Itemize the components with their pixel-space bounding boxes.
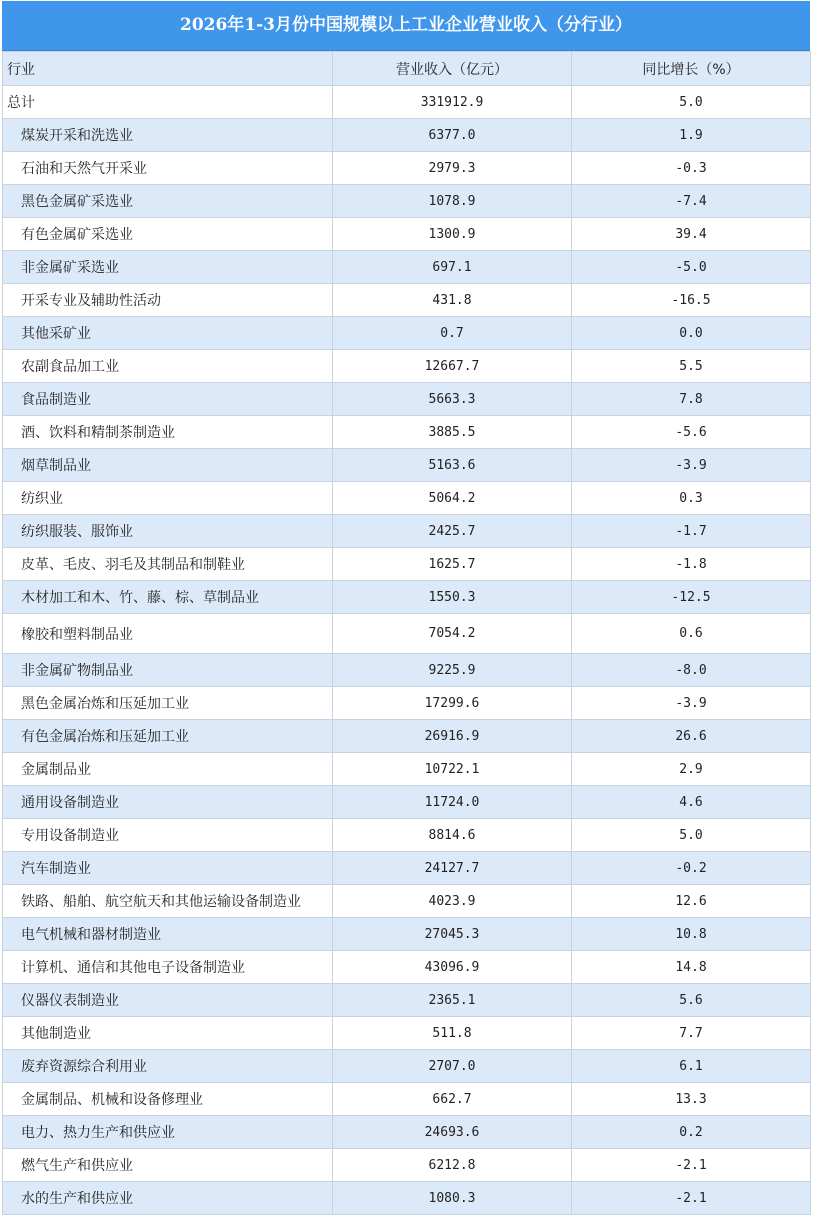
revenue-cell: 5064.2 [333,482,572,515]
table-title: 2026年1-3月份中国规模以上工业企业营业收入（分行业） [2,1,810,51]
table-row [3,284,811,317]
table-row [3,86,811,119]
table-row [3,515,811,548]
growth-cell: 13.3 [572,1083,811,1116]
growth-cell: 0.2 [572,1116,811,1149]
table-row [3,918,811,951]
revenue-cell: 0.7 [333,317,572,350]
growth-cell: 12.6 [572,885,811,918]
revenue-cell: 2365.1 [333,984,572,1017]
table-body [3,86,811,1215]
industry-cell: 其他采矿业 [3,317,333,350]
revenue-cell: 2707.0 [333,1050,572,1083]
growth-cell: 26.6 [572,720,811,753]
table-row [3,1083,811,1116]
table-row [3,218,811,251]
table-row [3,548,811,581]
revenue-cell: 2425.7 [333,515,572,548]
header-industry: 行业 [3,52,333,86]
growth-cell: -2.1 [572,1182,811,1215]
growth-cell: 5.0 [572,819,811,852]
growth-cell: 1.9 [572,119,811,152]
revenue-table [2,51,811,1215]
revenue-cell: 662.7 [333,1083,572,1116]
industry-cell: 有色金属冶炼和压延加工业 [3,720,333,753]
growth-cell: 5.5 [572,350,811,383]
industry-cell: 农副食品加工业 [3,350,333,383]
industry-cell: 皮革、毛皮、羽毛及其制品和制鞋业 [3,548,333,581]
growth-cell: -12.5 [572,581,811,614]
revenue-cell: 1625.7 [333,548,572,581]
table-row [3,416,811,449]
growth-cell: 7.7 [572,1017,811,1050]
table-row [3,1050,811,1083]
growth-cell: 2.9 [572,753,811,786]
revenue-cell: 1078.9 [333,185,572,218]
growth-cell: -1.7 [572,515,811,548]
growth-cell: 5.0 [572,86,811,119]
growth-cell: 14.8 [572,951,811,984]
growth-cell: 7.8 [572,383,811,416]
revenue-cell: 24693.6 [333,1116,572,1149]
growth-cell: -0.3 [572,152,811,185]
growth-cell: -2.1 [572,1149,811,1182]
revenue-cell: 9225.9 [333,654,572,687]
growth-cell: -3.9 [572,687,811,720]
revenue-cell: 8814.6 [333,819,572,852]
table-row [3,885,811,918]
industry-cell: 黑色金属矿采选业 [3,185,333,218]
header-revenue: 营业收入（亿元） [333,52,572,86]
industry-cell: 铁路、船舶、航空航天和其他运输设备制造业 [3,885,333,918]
growth-cell: 39.4 [572,218,811,251]
table-row [3,251,811,284]
revenue-cell: 3885.5 [333,416,572,449]
table-row [3,984,811,1017]
table-row [3,1149,811,1182]
growth-cell: -0.2 [572,852,811,885]
revenue-cell: 5663.3 [333,383,572,416]
growth-cell: -16.5 [572,284,811,317]
industry-cell: 纺织业 [3,482,333,515]
table-row [3,1182,811,1215]
revenue-cell: 12667.7 [333,350,572,383]
industry-cell: 石油和天然气开采业 [3,152,333,185]
revenue-cell: 24127.7 [333,852,572,885]
growth-cell: 10.8 [572,918,811,951]
table-row [3,852,811,885]
table-row [3,119,811,152]
revenue-cell: 511.8 [333,1017,572,1050]
revenue-cell: 431.8 [333,284,572,317]
revenue-cell: 43096.9 [333,951,572,984]
table-row [3,1116,811,1149]
revenue-cell: 1080.3 [333,1182,572,1215]
table-row [3,449,811,482]
industry-cell: 非金属矿物制品业 [3,654,333,687]
industry-cell: 橡胶和塑料制品业 [3,614,333,654]
industry-cell: 金属制品、机械和设备修理业 [3,1083,333,1116]
industry-cell: 计算机、通信和其他电子设备制造业 [3,951,333,984]
industry-cell: 总计 [3,86,333,119]
industry-cell: 其他制造业 [3,1017,333,1050]
revenue-cell: 6377.0 [333,119,572,152]
header-row [3,52,811,86]
industry-cell: 非金属矿采选业 [3,251,333,284]
revenue-cell: 27045.3 [333,918,572,951]
table-row [3,383,811,416]
revenue-table-container [2,1,810,1215]
industry-cell: 黑色金属冶炼和压延加工业 [3,687,333,720]
industry-cell: 纺织服装、服饰业 [3,515,333,548]
revenue-cell: 5163.6 [333,449,572,482]
industry-cell: 木材加工和木、竹、藤、棕、草制品业 [3,581,333,614]
growth-cell: 0.3 [572,482,811,515]
growth-cell: 4.6 [572,786,811,819]
revenue-cell: 331912.9 [333,86,572,119]
industry-cell: 有色金属矿采选业 [3,218,333,251]
growth-cell: -5.0 [572,251,811,284]
header-growth: 同比增长（%） [572,52,811,86]
industry-cell: 开采专业及辅助性活动 [3,284,333,317]
table-row [3,614,811,654]
growth-cell: 0.0 [572,317,811,350]
table-row [3,786,811,819]
industry-cell: 通用设备制造业 [3,786,333,819]
revenue-cell: 697.1 [333,251,572,284]
industry-cell: 废弃资源综合利用业 [3,1050,333,1083]
growth-cell: 0.6 [572,614,811,654]
growth-cell: -7.4 [572,185,811,218]
revenue-cell: 26916.9 [333,720,572,753]
revenue-cell: 10722.1 [333,753,572,786]
industry-cell: 电力、热力生产和供应业 [3,1116,333,1149]
table-row [3,581,811,614]
industry-cell: 食品制造业 [3,383,333,416]
revenue-cell: 6212.8 [333,1149,572,1182]
table-row [3,185,811,218]
growth-cell: -3.9 [572,449,811,482]
revenue-cell: 1550.3 [333,581,572,614]
table-row [3,482,811,515]
table-row [3,951,811,984]
table-row [3,654,811,687]
industry-cell: 水的生产和供应业 [3,1182,333,1215]
revenue-cell: 7054.2 [333,614,572,654]
table-row [3,1017,811,1050]
table-row [3,720,811,753]
industry-cell: 烟草制品业 [3,449,333,482]
industry-cell: 酒、饮料和精制茶制造业 [3,416,333,449]
industry-cell: 专用设备制造业 [3,819,333,852]
table-row [3,753,811,786]
table-row [3,317,811,350]
industry-cell: 仪器仪表制造业 [3,984,333,1017]
table-row [3,152,811,185]
table-row [3,819,811,852]
revenue-cell: 1300.9 [333,218,572,251]
growth-cell: 5.6 [572,984,811,1017]
growth-cell: 6.1 [572,1050,811,1083]
growth-cell: -5.6 [572,416,811,449]
growth-cell: -8.0 [572,654,811,687]
revenue-cell: 4023.9 [333,885,572,918]
industry-cell: 汽车制造业 [3,852,333,885]
revenue-cell: 17299.6 [333,687,572,720]
revenue-cell: 2979.3 [333,152,572,185]
growth-cell: -1.8 [572,548,811,581]
industry-cell: 煤炭开采和洗选业 [3,119,333,152]
revenue-cell: 11724.0 [333,786,572,819]
industry-cell: 电气机械和器材制造业 [3,918,333,951]
table-row [3,350,811,383]
industry-cell: 金属制品业 [3,753,333,786]
industry-cell: 燃气生产和供应业 [3,1149,333,1182]
table-row [3,687,811,720]
